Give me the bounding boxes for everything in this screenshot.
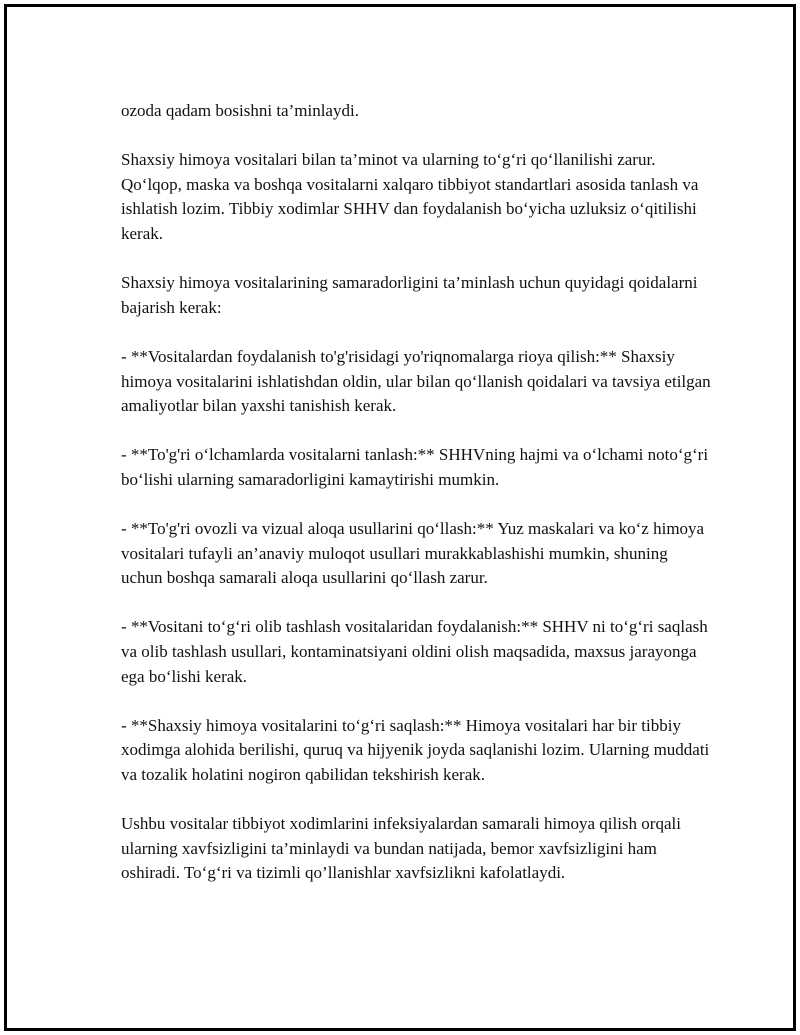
list-item-follow-instructions: - **Vositalardan foydalanish to'g'risidagi yo'riqnomalarga rioya qilish:** Shaxsiy himoya vositalarini ishlatishdan oldin, ular bilan qo‘llanish qoidalari va tavsiya etilgan amaliyotlar bilan yaxshi tanishish kerak. xyxy=(121,346,711,416)
list-item-storage: - **Shaxsiy himoya vositalarini to‘g‘ri saqlash:** Himoya vositalari har bir tibbiy xodimga alohida berilishi, quruq va hijyenik joyda saqlanishi lozim. Ularning muddati va tozalik holatini nogiron qabilidan tekshirish kerak. xyxy=(121,715,710,785)
list-item-correct-size: - **To'g'ri o‘lchamlarda vositalarni tanlash:** SHHVning hajmi va o‘lchami noto‘g‘ri bo‘lishi ularning samaradorligini kamaytirishi mumkin. xyxy=(121,445,709,489)
paragraph-conclusion: Ushbu vositalar tibbiyot xodimlarini infeksiyalardan samarali himoya qilish orqali ularning xavfsizligini ta’minlaydi va bundan natijada, bemor xavfsizligini ham oshiradi. To‘g‘ri va tizimli qo’llanishlar xavfsizlikni kafolatlaydi. xyxy=(121,814,681,883)
paragraph-ppe-rules-intro: Shaxsiy himoya vositalarining samaradorligini ta’minlash uchun quyidagi qoidalarni bajarish kerak: xyxy=(121,273,698,317)
list-item-removal: - **Vositani to‘g‘ri olib tashlash vositalaridan foydalanish:** SHHV ni to‘g‘ri saqlash va olib tashlash usullari, kontaminatsiyani oldini olish maqsadida, maxsus jarayonga ega bo‘lishi kerak. xyxy=(121,617,708,686)
document-body xyxy=(121,99,711,911)
list-item-communication: - **To'g'ri ovozli va vizual aloqa usullarini qo‘llash:** Yuz maskalari va ko‘z himoya vositalari tufayli an’anaviy muloqot usullari murakkablashishi mumkin, shuning uchun boshqa samarali aloqa usullarini qo‘llash zarur. xyxy=(121,519,705,588)
paragraph-intro-continuation: ozoda qadam bosishni ta’minlaydi. xyxy=(121,101,359,120)
paragraph-ppe-supply: Shaxsiy himoya vositalari bilan ta’minot va ularning to‘g‘ri qo‘llanilishi zarur. Qo‘lqop, maska va boshqa vositalarni xalqaro tibbiyot standartlari asosida tanlash va ishlatish lozim. Tibbiy xodimlar SHHV dan foydalanish bo‘yicha uzluksiz o‘qitilishi kerak. xyxy=(121,150,699,243)
page-border xyxy=(4,4,796,1031)
